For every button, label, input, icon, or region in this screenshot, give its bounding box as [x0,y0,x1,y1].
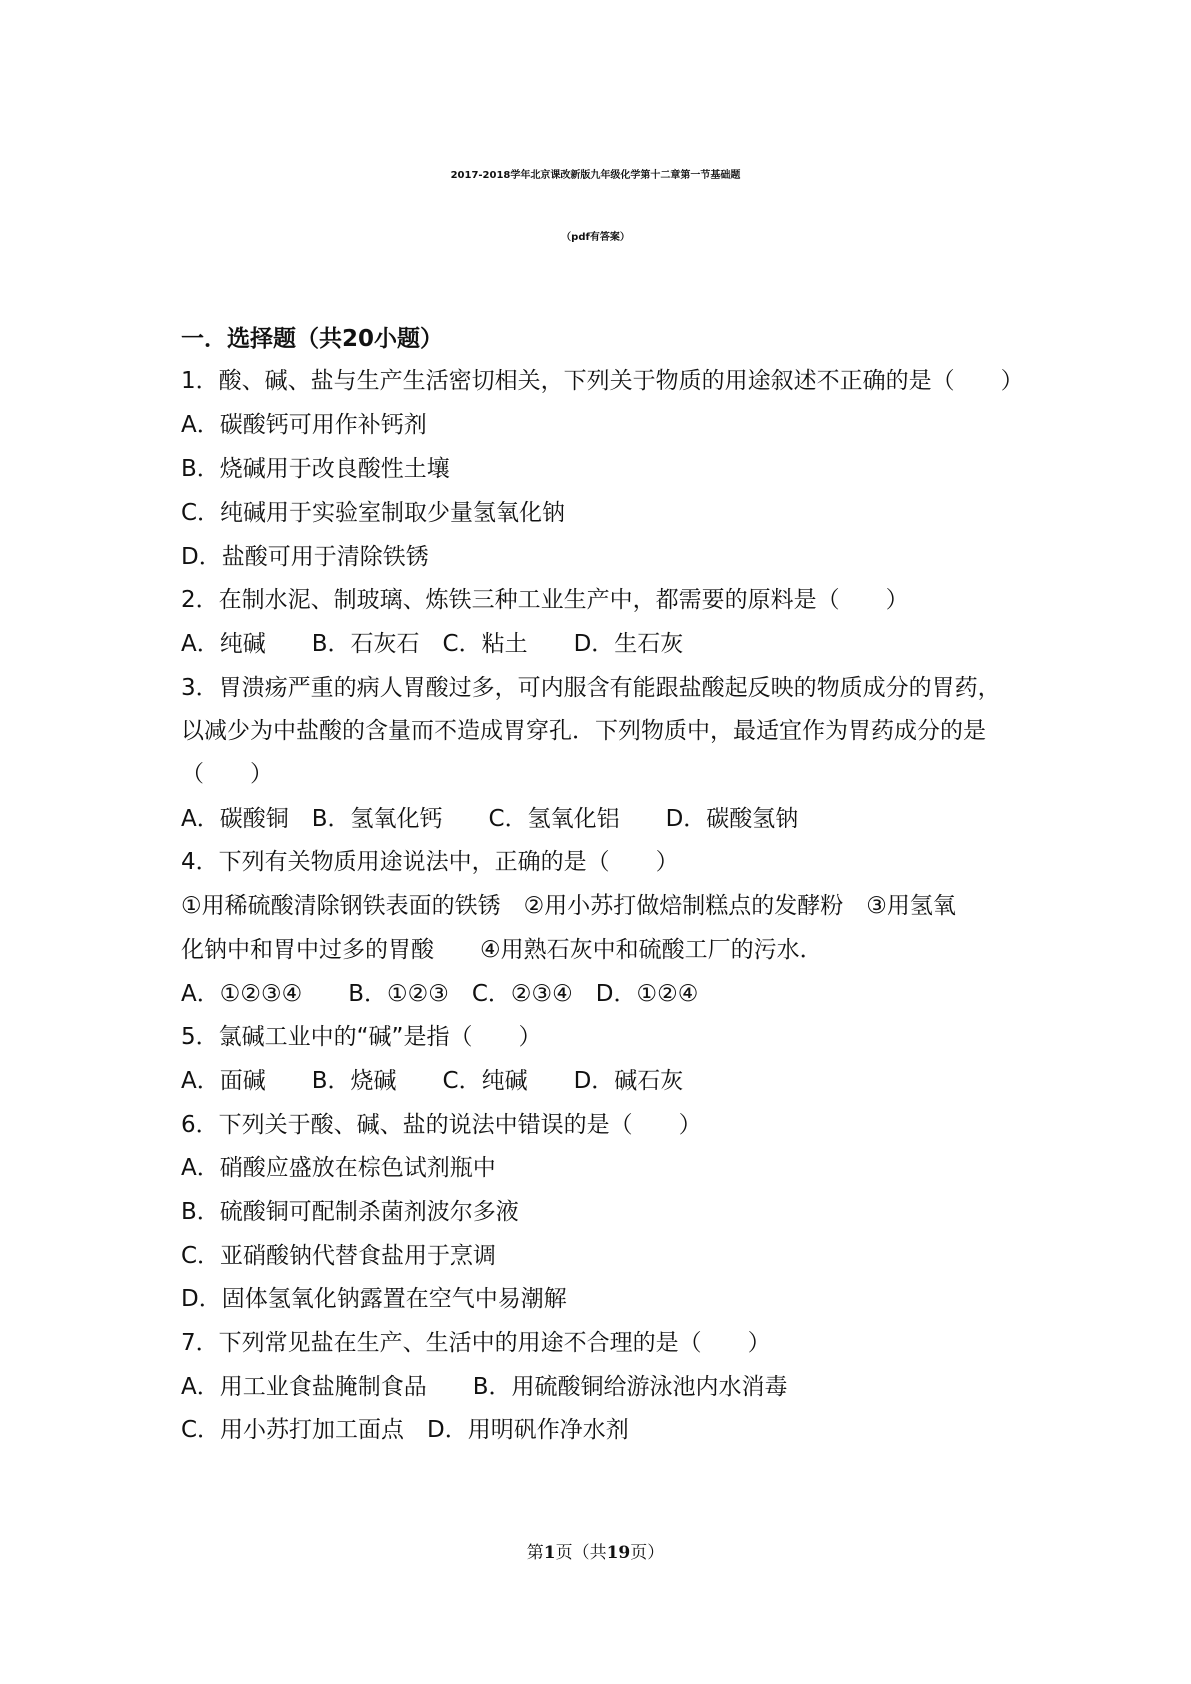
footer-prefix: 第 [526,1543,544,1563]
question-6-option-c: C．亚硝酸钠代替食盐用于烹调 [181,1243,497,1269]
footer-page-number: 1 [543,1543,556,1563]
question-1-option-d: D．盐酸可用于清除铁锈 [181,544,429,570]
question-5-options: A．面碱 B．烧碱 C．纯碱 D．碱石灰 [181,1068,684,1094]
footer-total-pages: 19 [606,1543,631,1563]
footer-middle: 页（共 [555,1543,607,1563]
question-1-option-c: C．纯碱用于实验室制取少量氢氧化钠 [181,500,566,526]
question-1-stem: 1．酸、碱、盐与生产生活密切相关，下列关于物质的用途叙述不正确的是（ ） [181,368,1024,394]
question-6-option-a: A．硝酸应盛放在棕色试剂瓶中 [181,1155,496,1181]
question-7-stem: 7．下列常见盐在生产、生活中的用途不合理的是（ ） [181,1330,771,1356]
question-7-options-line-1: A．用工业食盐腌制食品 B．用硫酸铜给游泳池内水消毒 [181,1374,788,1400]
question-4-stem: 4．下列有关物质用途说法中，正确的是（ ） [181,849,679,875]
question-3-stem-line-3: （ ） [181,761,273,787]
section-heading: 一．选择题（共20小题） [181,326,444,352]
page-footer [0,1541,1191,1565]
question-4-options: A．①②③④ B．①②③ C．②③④ D．①②④ [181,981,699,1007]
question-6-option-b: B．硫酸铜可配制杀菌剂波尔多液 [181,1199,519,1225]
question-1-option-a: A．碳酸钙可用作补钙剂 [181,412,427,438]
question-4-statements-line-2: 化钠中和胃中过多的胃酸 ④用熟石灰中和硫酸工厂的污水． [181,937,823,963]
question-2-stem: 2．在制水泥、制玻璃、炼铁三种工业生产中，都需要的原料是（ ） [181,587,909,613]
question-7-options-line-2: C．用小苏打加工面点 D．用明矾作净水剂 [181,1417,629,1443]
question-3-options: A．碳酸铜 B．氢氧化钙 C．氢氧化铝 D．碳酸氢钠 [181,806,799,832]
question-5-stem: 5．氯碱工业中的“碱”是指（ ） [181,1024,542,1050]
question-4-statements-line-1: ①用稀硫酸清除钢铁表面的铁锈 ②用小苏打做焙制糕点的发酵粉 ③用氢氧 [181,893,956,919]
question-3-stem-line-1: 3．胃溃疡严重的病人胃酸过多，可内服含有能跟盐酸起反映的物质成分的胃药， [181,675,1001,701]
footer-suffix: 页） [630,1543,665,1563]
question-6-stem: 6．下列关于酸、碱、盐的说法中错误的是（ ） [181,1112,702,1138]
document-title-line-2: （pdf有答案） [561,232,630,243]
question-6-option-d: D．固体氢氧化钠露置在空气中易潮解 [181,1286,567,1312]
question-2-options: A．纯碱 B．石灰石 C．粘土 D．生石灰 [181,631,684,657]
document-title-line-1: 2017-2018学年北京课改新版九年级化学第十二章第一节基础题 [450,170,741,181]
question-3-stem-line-2: 以减少为中盐酸的含量而不造成胃穿孔．下列物质中，最适宜作为胃药成分的是 [181,718,986,744]
question-1-option-b: B．烧碱用于改良酸性土壤 [181,456,450,482]
